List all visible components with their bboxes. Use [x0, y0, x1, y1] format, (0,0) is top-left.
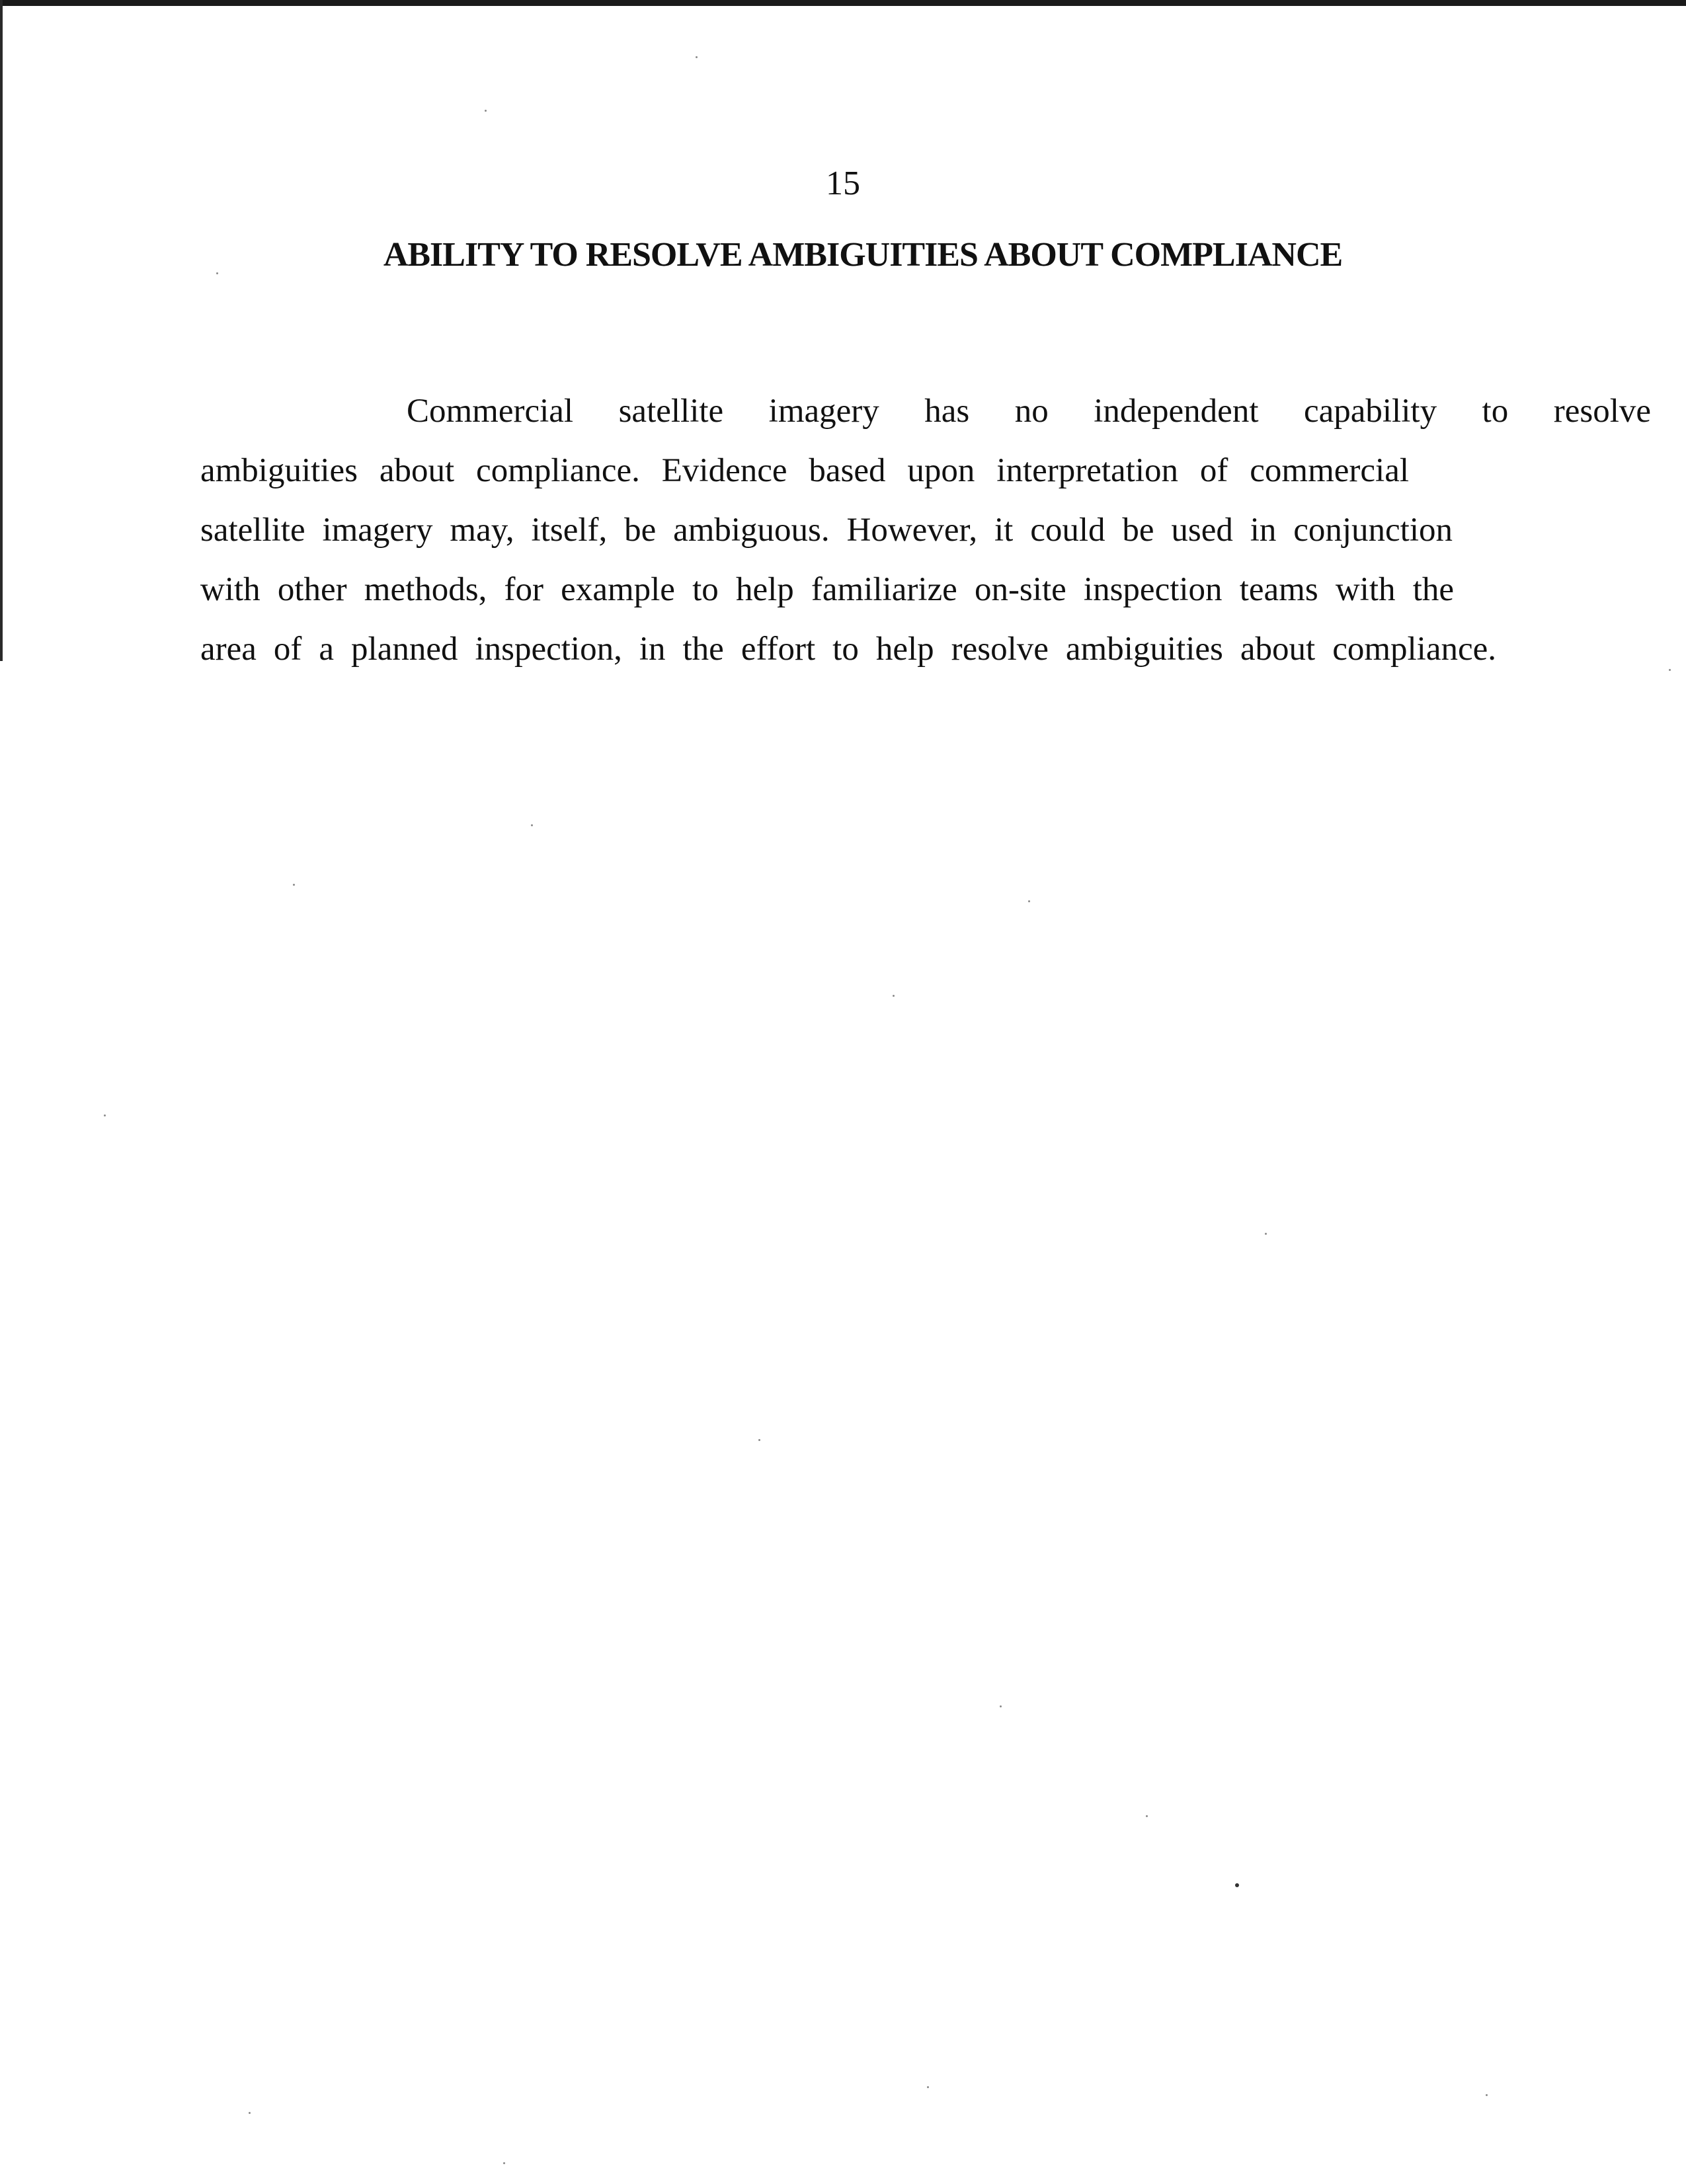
- scan-speck: [758, 1439, 760, 1441]
- paragraph-line: satellite imagery may, itself, be ambiguous. However, it could be used in conjunction: [200, 512, 1453, 549]
- scan-speck: [1146, 1815, 1148, 1817]
- scan-top-border: [0, 0, 1686, 6]
- scan-speck: [1028, 900, 1030, 902]
- paragraph-line: with other methods, for example to help familiarize on-site inspection teams with the: [200, 571, 1454, 608]
- scan-speck: [531, 824, 533, 826]
- scan-speck: [293, 884, 295, 886]
- body-paragraph: [200, 391, 1651, 689]
- scan-speck: [1000, 1705, 1002, 1707]
- scan-speck: [927, 2086, 929, 2088]
- section-heading: ABILITY TO RESOLVE AMBIGUITIES ABOUT COMPLIANCE: [383, 236, 1343, 274]
- scan-speck: [104, 1114, 106, 1116]
- scan-speck: [1669, 669, 1671, 671]
- scan-speck: [503, 2162, 505, 2164]
- page-number: 15: [826, 165, 860, 202]
- scan-left-border: [0, 0, 3, 661]
- scan-speck: [249, 2112, 251, 2114]
- scan-speck: [696, 56, 698, 58]
- scan-speck: [1486, 2094, 1488, 2096]
- paragraph-line: Commercial satellite imagery has no independent capability to resolve: [407, 393, 1651, 430]
- scan-speck: [1235, 1883, 1239, 1887]
- scan-speck: [485, 110, 487, 112]
- scan-speck: [216, 272, 218, 274]
- paragraph-line: ambiguities about compliance. Evidence based upon interpretation of commercial: [200, 452, 1409, 489]
- paragraph-line: area of a planned inspection, in the effort to help resolve ambiguities about compliance.: [200, 631, 1496, 668]
- scan-speck: [893, 995, 895, 997]
- scan-speck: [1265, 1233, 1267, 1235]
